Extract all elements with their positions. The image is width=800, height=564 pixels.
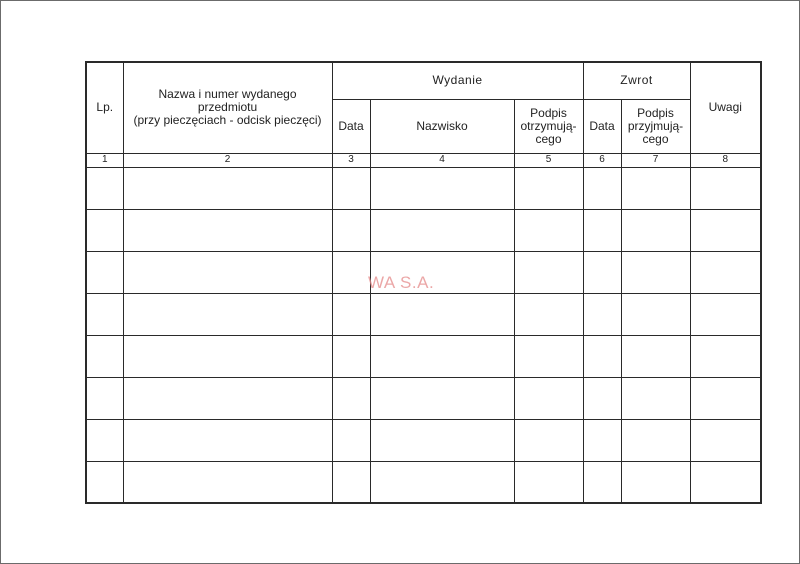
header-issue-group: Wydanie — [332, 62, 583, 99]
empty-cell — [514, 335, 583, 377]
empty-cell — [514, 461, 583, 503]
empty-cell — [621, 293, 690, 335]
column-number: 3 — [332, 153, 370, 167]
empty-cell — [332, 419, 370, 461]
header-issue-date: Data — [332, 99, 370, 153]
empty-cell — [332, 461, 370, 503]
empty-cell — [583, 251, 621, 293]
empty-cell — [583, 377, 621, 419]
table-row — [86, 419, 761, 461]
empty-cell — [123, 377, 332, 419]
column-number: 6 — [583, 153, 621, 167]
header-lp: Lp. — [86, 62, 123, 153]
empty-cell — [621, 377, 690, 419]
empty-cell — [690, 461, 761, 503]
column-number: 7 — [621, 153, 690, 167]
header-item-name: Nazwa i numer wydanego przedmiotu (przy pieczęciach - odcisk pieczęci) — [123, 62, 332, 153]
empty-cell — [621, 251, 690, 293]
column-number: 8 — [690, 153, 761, 167]
empty-cell — [332, 251, 370, 293]
header-return-group: Zwrot — [583, 62, 690, 99]
empty-cell — [690, 293, 761, 335]
table-row — [86, 167, 761, 209]
empty-cell — [370, 377, 514, 419]
empty-cell — [86, 293, 123, 335]
empty-cell — [123, 335, 332, 377]
empty-cell — [370, 209, 514, 251]
empty-cell — [86, 335, 123, 377]
empty-cell — [583, 209, 621, 251]
empty-cell — [86, 419, 123, 461]
empty-cell — [123, 461, 332, 503]
empty-cell — [332, 335, 370, 377]
entry-rows — [86, 167, 761, 503]
empty-cell — [514, 209, 583, 251]
empty-cell — [514, 251, 583, 293]
empty-cell — [621, 167, 690, 209]
empty-cell — [86, 461, 123, 503]
empty-cell — [690, 251, 761, 293]
column-number: 2 — [123, 153, 332, 167]
empty-cell — [621, 461, 690, 503]
empty-cell — [86, 209, 123, 251]
empty-cell — [370, 461, 514, 503]
empty-cell — [123, 167, 332, 209]
empty-cell — [690, 419, 761, 461]
header-surname: Nazwisko — [370, 99, 514, 153]
empty-cell — [583, 293, 621, 335]
empty-cell — [583, 419, 621, 461]
empty-cell — [332, 377, 370, 419]
empty-cell — [370, 167, 514, 209]
column-number: 4 — [370, 153, 514, 167]
table-row — [86, 209, 761, 251]
empty-cell — [583, 167, 621, 209]
column-number: 1 — [86, 153, 123, 167]
empty-cell — [332, 167, 370, 209]
empty-cell — [86, 167, 123, 209]
empty-cell — [690, 335, 761, 377]
empty-cell — [621, 419, 690, 461]
empty-cell — [370, 419, 514, 461]
watermark-text: WA S.A. — [368, 273, 435, 292]
empty-cell — [514, 293, 583, 335]
empty-cell — [514, 419, 583, 461]
empty-cell — [370, 293, 514, 335]
header-return-date: Data — [583, 99, 621, 153]
empty-cell — [332, 209, 370, 251]
empty-cell — [123, 293, 332, 335]
column-number: 5 — [514, 153, 583, 167]
empty-cell — [690, 209, 761, 251]
empty-cell — [583, 335, 621, 377]
table-row — [86, 293, 761, 335]
header-recipient-signature: Podpis otrzymują- cego — [514, 99, 583, 153]
column-number-row — [86, 153, 761, 167]
empty-cell — [370, 335, 514, 377]
empty-cell — [583, 461, 621, 503]
table-row — [86, 461, 761, 503]
empty-cell — [621, 209, 690, 251]
header-receiver-signature: Podpis przyjmują- cego — [621, 99, 690, 153]
empty-cell — [514, 377, 583, 419]
empty-cell — [123, 419, 332, 461]
empty-cell — [621, 335, 690, 377]
empty-cell — [332, 293, 370, 335]
empty-cell — [86, 251, 123, 293]
empty-cell — [690, 167, 761, 209]
empty-cell — [123, 209, 332, 251]
table-row — [86, 377, 761, 419]
empty-cell — [123, 251, 332, 293]
empty-cell — [86, 377, 123, 419]
empty-cell — [514, 167, 583, 209]
header-remarks: Uwagi — [690, 62, 761, 153]
empty-cell — [690, 377, 761, 419]
table-row — [86, 335, 761, 377]
